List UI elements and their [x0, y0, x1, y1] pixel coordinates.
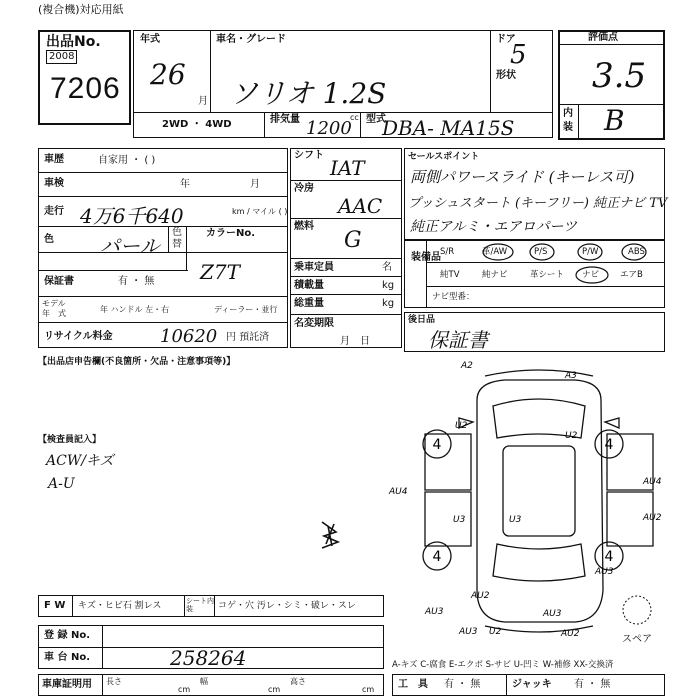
damage-mark: A2: [461, 361, 473, 371]
details-block: [38, 148, 288, 348]
mileage-value: 4万6千640: [80, 204, 184, 228]
height-label: 高さ: [290, 677, 306, 686]
damage-mark: AU4: [389, 487, 408, 497]
month-unit: 月: [198, 96, 208, 107]
rear-window: [493, 544, 585, 581]
load-unit: kg: [382, 280, 395, 291]
handle-label: 年 ハンドル 左・右: [100, 305, 170, 314]
equip-pw: P/W: [582, 247, 599, 257]
chassis-value: 258264: [170, 646, 247, 670]
lot-number-label: 出品No.: [46, 34, 101, 50]
post-items-label: 後日品: [408, 315, 436, 325]
door-label: ドア: [496, 34, 516, 45]
car-damage-diagram: [385, 360, 685, 640]
recycle-value: 10620: [160, 326, 218, 347]
damage-mark: U2: [489, 627, 502, 637]
damage-mark: AU3: [595, 567, 614, 577]
year-value: 26: [150, 58, 186, 91]
damage-mark: AU3: [459, 627, 478, 637]
lot-number: 7206: [50, 72, 121, 105]
tire-mark-rl: 4: [432, 549, 442, 565]
damage-mark: AU3: [425, 607, 444, 617]
damage-mark: U3: [453, 515, 466, 525]
length-label: 長さ: [106, 677, 122, 686]
damage-mark: U2: [565, 431, 578, 441]
inspection-label: 車検: [44, 178, 64, 189]
model-type-label-2: 年 式: [42, 309, 66, 318]
warranty-label: 保証書: [44, 276, 74, 287]
model-label: 型式: [366, 114, 386, 125]
equipment-label-text: 装備品: [411, 252, 441, 263]
tool-label: 工 具: [398, 679, 428, 690]
fw-options: キズ・ヒビ石 割レス: [78, 601, 162, 611]
equip-sr: S/R: [440, 247, 455, 257]
navi-model-label: ナビ型番：: [432, 292, 475, 302]
color-no-label: カラーNo.: [206, 228, 256, 239]
inspector-label: 【検査員記入】: [38, 435, 102, 445]
displacement-value: 1200: [306, 118, 352, 139]
mileage-units: km / マイル ( ): [232, 207, 288, 216]
warranty-options: 有 ・ 無: [118, 276, 155, 287]
seat-options: コゲ・穴 汚レ・シミ・破レ・スレ: [218, 601, 356, 611]
color-change-label-1: 色: [172, 227, 182, 238]
vehicle-name-value: ソリオ 1.2S: [230, 77, 387, 110]
equip-abs: ABS: [628, 247, 645, 257]
history-options: 自家用 ・ ( ): [98, 155, 156, 166]
tire-mark-fr: 4: [604, 437, 614, 453]
interior-label-2: 装: [563, 122, 573, 133]
capacity-label: 乗車定員: [294, 262, 334, 273]
height-unit: cm: [362, 685, 375, 694]
score-value: 3.5: [592, 56, 647, 96]
jack-options: 有 ・ 無: [574, 679, 611, 690]
model-type-label-1: モデル: [42, 299, 66, 308]
damage-mark: AU2: [561, 629, 580, 639]
dealer-label: ディーラー・並行: [214, 305, 278, 314]
equip-leather-aw: 革/AW: [482, 247, 508, 257]
length-unit: cm: [178, 685, 191, 694]
inspection-month: 月: [250, 179, 260, 190]
jack-label: ジャッキ: [512, 679, 552, 690]
sales-point-2: プッシュスタート (キーフリー) 純正ナビ TV: [408, 196, 668, 211]
registration-label: 登 録 No.: [44, 630, 91, 641]
damage-mark: U3: [509, 515, 522, 525]
shift-value: IAT: [330, 156, 365, 180]
mileage-label: 走行: [44, 206, 64, 217]
shape-label: 形状: [496, 70, 516, 81]
garage-cert-label: 車庫証明用: [42, 679, 92, 690]
ac-value: AAC: [338, 194, 383, 218]
damage-mark: U2: [455, 421, 468, 431]
tool-options: 有 ・ 無: [444, 679, 481, 690]
score-label: 評価点: [588, 32, 618, 43]
displacement-label: 排気量: [270, 114, 300, 125]
damage-mark: AU2: [643, 513, 662, 523]
fuel-value: G: [344, 228, 362, 253]
damage-mark: AU2: [471, 591, 490, 601]
ac-label: 冷房: [294, 183, 314, 194]
equip-tv: 純TV: [440, 270, 460, 280]
color-value: パール: [100, 234, 160, 258]
sales-points-label: セールスポイント: [408, 152, 480, 162]
total-weight-label: 総重量: [294, 298, 324, 309]
name-change-label: 名変期限: [294, 318, 334, 329]
interior-label-1: 内: [563, 108, 573, 119]
equip-navi: 純ナビ: [482, 270, 508, 280]
scribble-mark: [318, 518, 342, 552]
color-label: 色: [44, 234, 54, 245]
right-mirror: [605, 418, 619, 428]
damage-mark: AU4: [643, 477, 662, 487]
fuel-label: 燃料: [294, 221, 314, 232]
shift-label: シフト: [294, 150, 324, 161]
width-unit: cm: [268, 685, 281, 694]
post-items-value: 保証書: [428, 328, 488, 352]
sales-point-1: 両側パワースライド (キーレス可): [410, 168, 635, 186]
tire-mark-rr: 4: [604, 549, 614, 565]
spare-label: スペア: [622, 634, 652, 645]
width-label: 幅: [200, 677, 208, 686]
displacement-unit: cc: [350, 113, 359, 122]
drive-label: 2WD ・ 4WD: [162, 119, 232, 130]
equip-leather-seat: 革シート: [530, 270, 565, 280]
damage-legend: A-キズ C-腐食 E-エクボ S-サビ U-凹ミ W-補修 XX-交換済: [392, 660, 614, 670]
equip-airbag: エアB: [620, 270, 643, 280]
inspection-year: 年: [180, 179, 190, 190]
inspector-note-2: A-U: [48, 476, 75, 492]
tire-mark-fl: 4: [432, 437, 442, 453]
door-value: 5: [510, 40, 527, 70]
fw-label: F W: [44, 600, 66, 611]
seat-label: シート内装: [186, 597, 214, 613]
form-header-text: (複合機)対応用紙: [38, 3, 124, 16]
history-label: 車歴: [44, 154, 64, 165]
total-weight-unit: kg: [382, 298, 395, 309]
chassis-label: 車 台 No.: [44, 652, 91, 663]
spare-tire: [623, 596, 651, 624]
dealer-report-label: 【出品店申告欄(不良箇所・欠品・注意事項等)】: [38, 357, 236, 367]
interior-value: B: [604, 104, 625, 137]
equipment-circle-marks: [404, 240, 665, 290]
color-change-label-2: 替: [172, 239, 182, 250]
recycle-unit: 円 預託済: [226, 332, 270, 343]
year-stamp: 2008: [46, 50, 77, 64]
load-label: 積載量: [294, 280, 324, 291]
equip-navi-aftermarket: ナビ: [582, 270, 600, 280]
capacity-unit: 名: [382, 262, 392, 273]
damage-mark: AU3: [543, 609, 562, 619]
equip-ps: P/S: [534, 247, 548, 257]
year-label: 年式: [140, 34, 160, 45]
vehicle-name-label: 車名・グレード: [216, 34, 286, 45]
name-change-unit: 月 日: [340, 336, 370, 347]
recycle-label: リサイクル料金: [44, 331, 113, 342]
sales-point-3: 純正アルミ・エアロパーツ: [410, 219, 577, 235]
damage-mark: A3: [565, 371, 577, 381]
model-value: DBA- MA15S: [382, 116, 515, 140]
inspector-note-1: ACW/キズ: [46, 453, 114, 469]
color-no-value: Z7T: [200, 260, 240, 284]
